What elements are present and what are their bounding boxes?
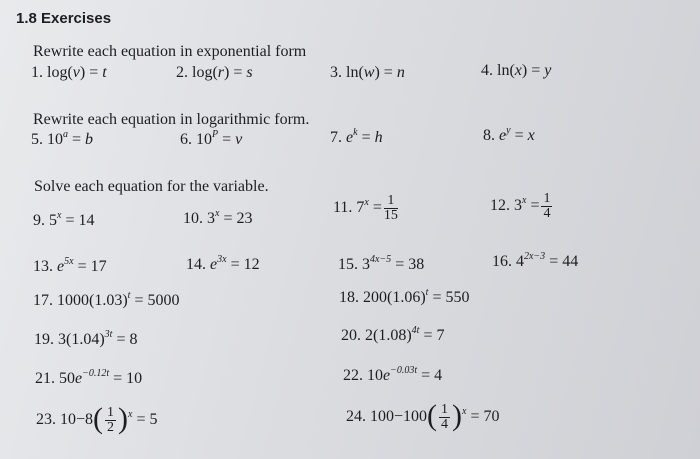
problem-6: 6. $10^P = v$ (180, 129, 243, 148)
problem-24: 24. 100−100( $\frac{1}{4}$ )$^x$ = 70 (346, 398, 500, 432)
problem-1: 1. log(v) = t (31, 64, 107, 81)
problem-19: 19. $3(1.04)^{3t} = 8$ (34, 329, 138, 348)
problem-23: 23. 10−8( $\frac{1}{2}$ )$^x$ = 5 (36, 401, 158, 435)
problem-20: 20. $2(1.08)^{4t} = 7$ (341, 325, 445, 344)
instruction-logarithmic-form: Rewrite each equation in logarithmic form. (33, 111, 310, 128)
section-title: 1.8 Exercises (16, 10, 112, 27)
problem-11: 11. $7^x$ = $\frac{1}{15}$ (333, 193, 398, 223)
problem-10: 10. $3^x = 23$ (183, 208, 253, 227)
problem-7: 7. $e^k = h$ (330, 127, 383, 146)
problem-8: 8. $e^y = x$ (483, 125, 535, 144)
problem-2: 2. log(r) = s (176, 64, 253, 81)
instruction-exponential-form: Rewrite each equation in exponential form (33, 43, 307, 60)
problem-14: 14. $e^{3x} = 12$ (186, 254, 260, 273)
problem-22: 22. $10e^{-0.03t} = 4$ (343, 365, 443, 384)
problem-12: 12. $3^x$ = $\frac{1}{4}$ (490, 191, 551, 221)
problem-15: 15. $3^{4x-5} = 38$ (338, 254, 425, 273)
problem-5: 5. $10^a = b$ (31, 129, 94, 148)
problem-13: 13. $e^{5x} = 17$ (33, 256, 107, 275)
problem-18: 18. $200(1.06)^t = 550$ (339, 287, 470, 306)
problem-21: 21. $50e^{-0.12t} = 10$ (35, 368, 143, 387)
problem-9: 9. $5^x = 14$ (33, 210, 95, 229)
problem-16: 16. $4^{2x-3} = 44$ (492, 251, 579, 270)
problem-17: 17. $1000(1.03)^t = 5000$ (33, 290, 180, 309)
instruction-solve: Solve each equation for the variable. (34, 178, 269, 195)
problem-4: 4. ln(x) = y (481, 62, 552, 79)
problem-3: 3. ln(w) = n (330, 64, 405, 81)
